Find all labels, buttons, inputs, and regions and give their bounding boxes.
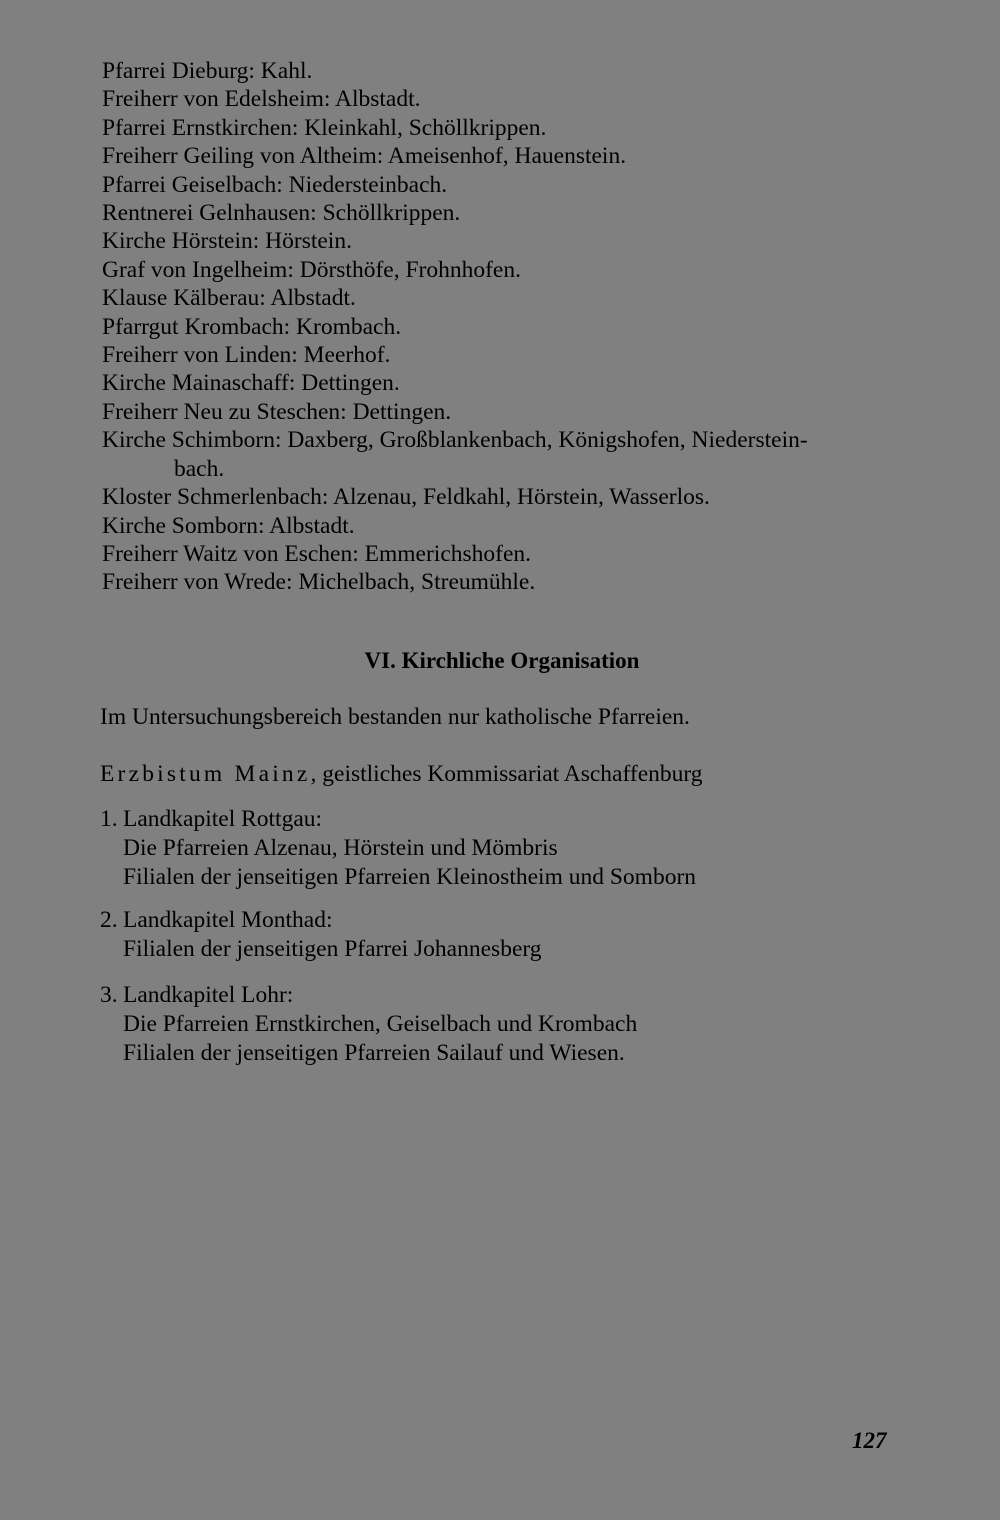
owner-line: Pfarrei Dieburg: Kahl.: [102, 58, 313, 84]
chapter-title-line: [100, 981, 637, 1010]
owner-line: Kirche Schimborn: Daxberg, Großblankenbach, Königshofen, Niederstein-: [102, 427, 808, 454]
chapter-line: Filialen der jenseitigen Pfarrei Johannesberg: [123, 936, 542, 962]
chapter-item: [100, 805, 696, 892]
chapter-line: Filialen der jenseitigen Pfarreien Kleinostheim und Somborn: [123, 864, 697, 890]
owner-line: Freiherr Geiling von Altheim: Ameisenhof, Hauenstein.: [102, 143, 627, 170]
chapter-title: Landkapitel Lohr:: [123, 982, 294, 1008]
chapter-title-line: [100, 906, 542, 935]
chapter-line: Filialen der jenseitigen Pfarreien Sailauf und Wiesen.: [123, 1040, 625, 1066]
section-heading: VI. Kirchliche Organisation: [364, 648, 640, 673]
owner-line: Freiherr von Wrede: Michelbach, Streumühle.: [102, 569, 536, 596]
owner-line: Pfarrgut Krombach: Krombach.: [102, 313, 402, 340]
owner-line: Kloster Schmerlenbach: Alzenau, Feldkahl, Hörstein, Wasserlos.: [102, 484, 710, 511]
owner-line: Graf von Ingelheim: Dörsthöfe, Frohnhofen.: [102, 256, 521, 283]
owner-line: Rentnerei Gelnhausen: Schöllkrippen.: [102, 200, 461, 227]
owner-line: Freiherr Waitz von Eschen: Emmerichshofen.: [102, 540, 532, 567]
owner-list: [102, 57, 922, 597]
page-number: 127: [852, 1428, 887, 1453]
chapter-title-line: [100, 805, 696, 834]
owner-line: Freiherr Neu zu Steschen: Dettingen.: [102, 398, 452, 425]
chapter-number: 2.: [100, 907, 118, 933]
chapter-item: [100, 906, 542, 964]
chapter-number: 3.: [100, 982, 118, 1008]
owner-line: Kirche Somborn: Albstadt.: [102, 512, 355, 539]
diocese-rest: , geistliches Kommissariat Aschaffenburg: [310, 761, 703, 787]
owner-line: Kirche Mainaschaff: Dettingen.: [102, 370, 400, 397]
diocese-name: Erzbistum Mainz: [100, 761, 311, 787]
owner-line: Pfarrei Geiselbach: Niedersteinbach.: [102, 171, 448, 198]
chapter-number: 1.: [100, 806, 118, 832]
chapter-line: Die Pfarreien Alzenau, Hörstein und Mömbris: [123, 835, 558, 861]
diocese-line: [100, 761, 703, 788]
chapter-item: [100, 981, 637, 1068]
owner-line-continuation: bach.: [174, 455, 225, 482]
intro-paragraph: Im Untersuchungsbereich bestanden nur katholische Pfarreien.: [100, 704, 690, 730]
chapter-title: Landkapitel Rottgau:: [123, 806, 323, 832]
owner-line: Klause Kälberau: Albstadt.: [102, 285, 356, 312]
owner-line: Kirche Hörstein: Hörstein.: [102, 228, 352, 255]
chapter-title: Landkapitel Monthad:: [123, 907, 333, 933]
owner-line: Freiherr von Linden: Meerhof.: [102, 342, 391, 369]
owner-line: Freiherr von Edelsheim: Albstadt.: [102, 86, 421, 113]
chapter-line: Die Pfarreien Ernstkirchen, Geiselbach und Krombach: [123, 1011, 638, 1037]
owner-line: Pfarrei Ernstkirchen: Kleinkahl, Schöllkrippen.: [102, 114, 547, 141]
